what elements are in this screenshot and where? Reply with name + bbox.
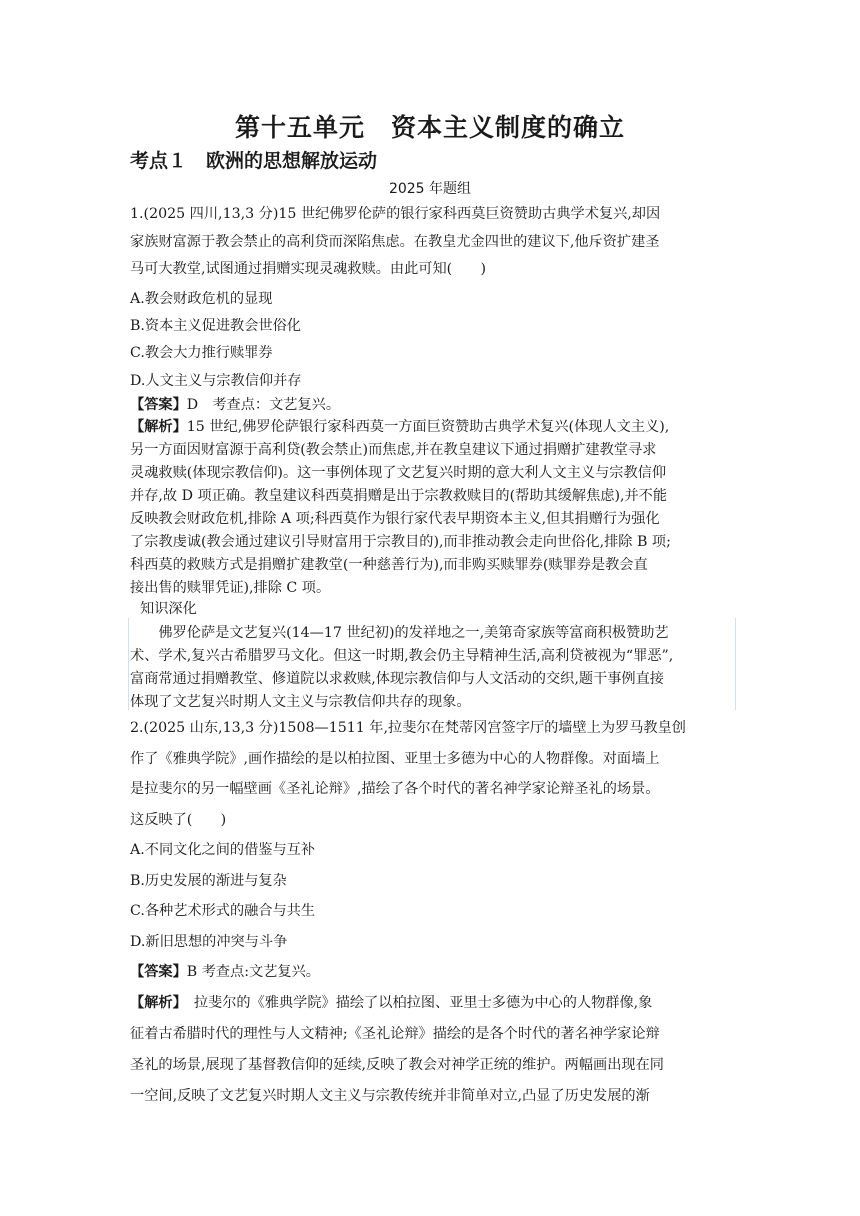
deepen-line: 术、学术,复兴古希腊罗马文化。但这一时期,教会仍主导精神生活,高利贷被视为“罪恶”, xyxy=(130,648,674,664)
group-title: 2025 年题组 xyxy=(388,181,472,197)
point-title: 考点１ 欧洲的思想解放运动 xyxy=(130,150,378,172)
q2-stem-line: 作了《雅典学院》,画作描绘的是以柏拉图、亚里士多德为中心的人物群像。对面墙上 xyxy=(130,751,660,767)
deepen-line: 富商常通过捐赠教堂、修道院以求救赎,体现宗教信仰与人文活动的交织,题干事例直接 xyxy=(130,671,664,687)
analysis-label: 【解析】 xyxy=(130,995,180,1011)
q2-option-c: C.各种艺术形式的融合与共生 xyxy=(130,903,316,919)
analysis-text: 15 世纪,佛罗伦萨银行家科西莫一方面巨资赞助古典学术复兴(体现人文主义), xyxy=(186,419,670,435)
q2-answer xyxy=(130,962,320,982)
deepen-line: 体现了文艺复兴时期人文主义与宗教信仰共存的现象。 xyxy=(130,694,471,710)
deepen-line: 佛罗伦萨是文艺复兴(14—17 世纪初)的发祥地之一,美第奇家族等富商积极赞助艺 xyxy=(130,625,669,641)
q2-analysis-line: 征着古希腊时代的理性与人文精神;《圣礼论辩》描绘的是各个时代的著名神学家论辩 xyxy=(130,1026,660,1042)
q1-analysis-line: 反映教会财政危机,排除 A 项;科西莫作为银行家代表早期资本主义,但其捐赠行为强化 xyxy=(130,511,660,527)
answer-label: 【答案】 xyxy=(130,964,187,980)
analysis-label: 【解析】 xyxy=(130,419,187,435)
answer-text: D 考查点：文艺复兴。 xyxy=(186,397,341,413)
q1-option-a: A.教会财政危机的显现 xyxy=(130,291,273,307)
q2-stem-line: 这反映了( ) xyxy=(130,812,227,828)
q1-analysis-line: 并存,故 D 项正确。教皇建议科西莫捐赠是出于宗教救赎目的(帮助其缓解焦虑),并不能 xyxy=(130,488,668,504)
q2-stem-line: 2.(2025 山东,13,3 分)1508—1511 年,拉斐尔在梵蒂冈宫签字厅的墙壁上为罗马教皇创 xyxy=(130,720,686,736)
answer-label: 【答案】 xyxy=(130,397,187,413)
unit-title: 第十五单元 资本主义制度的确立 xyxy=(234,113,625,142)
q2-analysis-line xyxy=(130,993,652,1013)
q1-analysis-line: 接出售的赎罪凭证),排除 C 项。 xyxy=(130,580,331,596)
q1-option-d: D.人文主义与宗教信仰并存 xyxy=(130,373,302,389)
q1-stem-line: 家族财富源于教会禁止的高利贷而深陷焦虑。在教皇尤金四世的建议下,他斥资扩建圣 xyxy=(130,234,660,250)
q1-analysis-line: 科西莫的救赎方式是捐赠扩建教堂(一种慈善行为),而非购买赎罪券(赎罪券是教会直 xyxy=(130,557,648,573)
q2-stem-line: 是拉斐尔的另一幅壁画《圣礼论辩》,描绘了各个时代的著名神学家论辩圣礼的场景。 xyxy=(130,781,660,797)
analysis-text: 拉斐尔的《雅典学院》描绘了以柏拉图、亚里士多德为中心的人物群像,象 xyxy=(179,995,653,1011)
q1-analysis-line xyxy=(130,417,669,437)
q1-answer xyxy=(130,395,340,415)
q2-option-d: D.新旧思想的冲突与斗争 xyxy=(130,934,288,950)
q2-option-b: B.历史发展的渐进与复杂 xyxy=(130,873,287,889)
q1-analysis-line: 灵魂救赎(体现宗教信仰)。这一事例体现了文艺复兴时期的意大利人文主义与宗教信仰 xyxy=(130,465,667,481)
q1-stem-line: 马可大教堂,试图通过捐赠实现灵魂救赎。由此可知( ) xyxy=(130,261,487,277)
q1-analysis-line: 了宗教虔诚(教会通过建议引导财富用于宗教目的),而非推动教会走向世俗化,排除 B 项; xyxy=(130,534,671,550)
q1-option-c: C.教会大力推行赎罪券 xyxy=(130,345,273,361)
q2-analysis-line: 圣礼的场景,展现了基督教信仰的延续,反映了教会对神学正统的维护。两幅画出现在同 xyxy=(130,1057,664,1073)
q1-stem-line: 1.(2025 四川,13,3 分)15 世纪佛罗伦萨的银行家科西莫巨资赞助古典学术复兴,却因 xyxy=(130,206,661,222)
answer-text: B 考查点:文艺复兴。 xyxy=(186,964,320,980)
q2-analysis-line: 一空间,反映了文艺复兴时期人文主义与宗教传统并非简单对立,凸显了历史发展的渐 xyxy=(130,1088,650,1104)
q2-option-a: A.不同文化之间的借鉴与互补 xyxy=(130,842,316,858)
knowledge-deepen-title: 知识深化 xyxy=(140,601,197,617)
q1-option-b: B.资本主义促进教会世俗化 xyxy=(130,318,301,334)
q1-analysis-line: 另一方面因财富源于高利贷(教会禁止)而焦虑,并在教皇建议下通过捐赠扩建教堂寻求 xyxy=(130,442,657,458)
